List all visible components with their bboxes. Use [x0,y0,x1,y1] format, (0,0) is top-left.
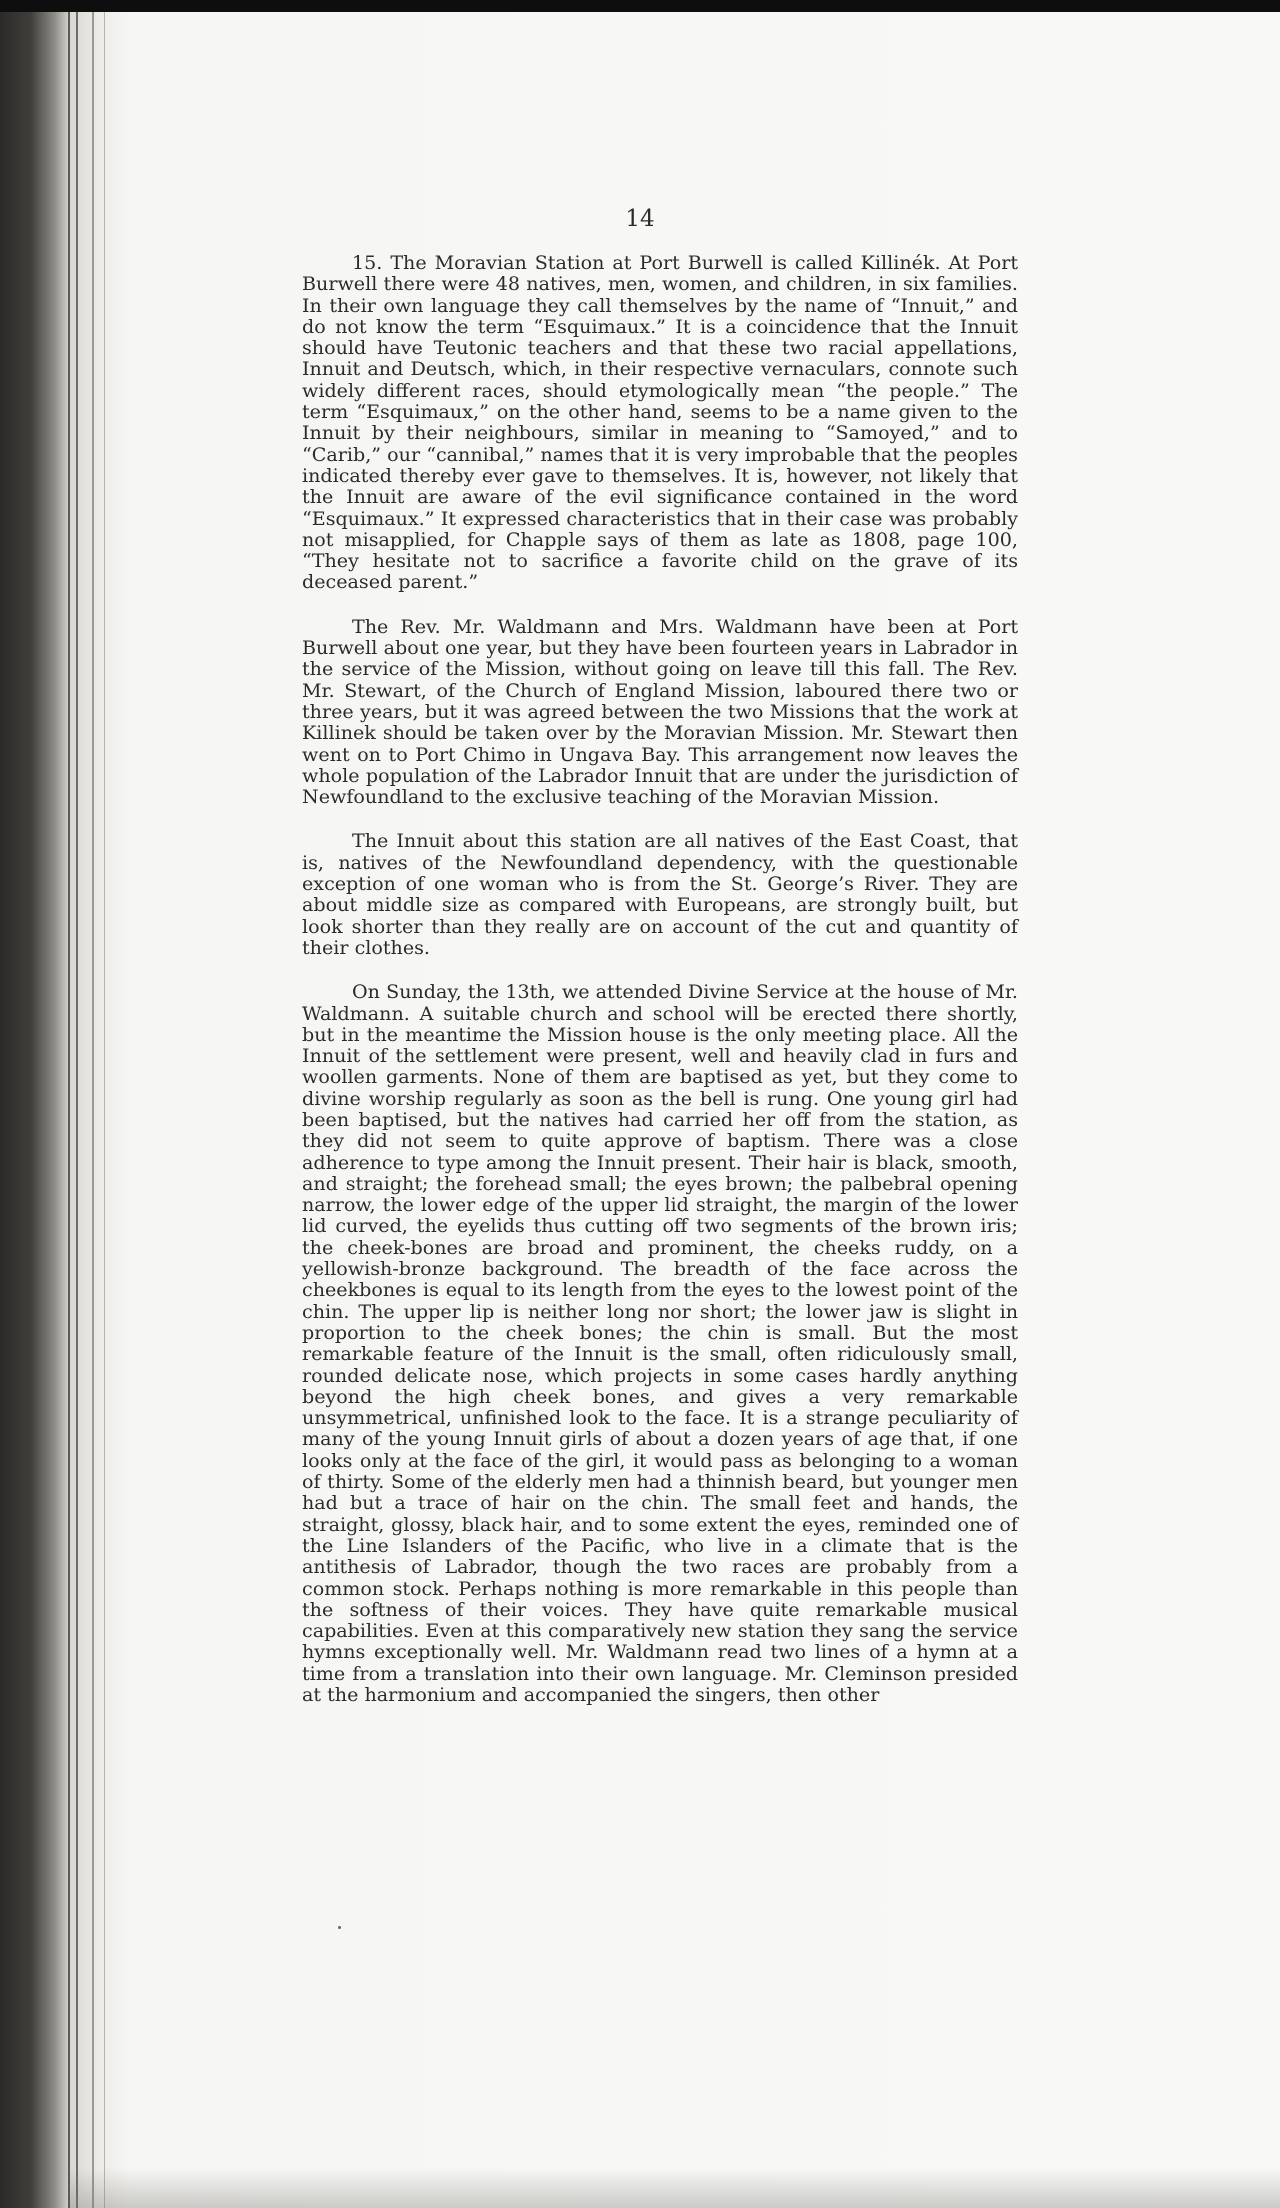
paragraph: 15. The Moravian Station at Port Burwell is called Killinék. At Port Burwell there were 48 natives, men, women, and children, in six families. In their own language they call themselves by the name of “Innuit,” and do not know the term “Esquimaux.” It is a coincidence that the Innuit should have Teutonic teachers and that these two racial appellations, Innuit and Deutsch, which, in their respective vernaculars, connote such widely different races, should etymologically mean “the people.” The term “Esquimaux,” on the other hand, seems to be a name given to the Innuit by their neighbours, similar in meaning to “Samoyed,” and to “Carib,” our “cannibal,” names that it is very improbable that the peoples indicated thereby ever gave to themselves. It is, however, not likely that the Innuit are aware of the evil significance contained in the word “Esquimaux.” It expressed characteristics that in their case was probably not misapplied, for Chapple says of them as late as 1808, page 100, “They hesitate not to sacrifice a favorite child on the grave of its deceased parent.” [302,251,1018,594]
paragraph: The Innuit about this station are all natives of the East Coast, that is, natives of the Newfoundland dependency, with the questionable exception of one woman who is from the St. George’s River. They are about middle size as compared with Europeans, are strongly built, but look shorter than they really are on account of the cut and quantity of their clothes. [302,829,1018,959]
page-edge-line [92,12,94,2208]
page-edge-line [104,12,105,2208]
paragraph: On Sunday, the 13th, we attended Divine Service at the house of Mr. Waldmann. A suitable church and school will be erected there shortly, but in the meantime the Mission house is the only meeting place. All the Innuit of the settlement were present, well and heavily clad in furs and woollen garments. None of them are baptised as yet, but they come to divine worship regularly as soon as the bell is rung. One young girl had been baptised, but the natives had carried her off from the station, as they did not seem to quite approve of baptism. There was a close adherence to type among the Innuit present. Their hair is black, smooth, and straight; the forehead small; the eyes brown; the palbebral opening narrow, the lower edge of the upper lid straight, the margin of the lower lid curved, the eyelids thus cutting off two segments of the brown iris; the cheek-bones are broad and prominent, the cheeks ruddy, on a yellowish-bronze background. The breadth of the face across the cheekbones is equal to its length from the eyes to the lowest point of the chin. The upper lip is neither long nor short; the lower jaw is slight in proportion to the cheek bones; the chin is small. But the most remarkable feature of the Innuit is the small, often ridiculously small, rounded delicate nose, which projects in some cases hardly anything beyond the high cheek bones, and gives a very remarkable unsymmetrical, unfinished look to the face. It is a strange peculiarity of many of the young Innuit girls of about a dozen years of age that, if one looks only at the face of the girl, it would pass as belonging to a woman of thirty. Some of the elderly men had a thinnish beard, but younger men had but a trace of hair on the chin. The small feet and hands, the straight, glossy, black hair, and to some extent the eyes, reminded one of the Line Islanders of the Pacific, who live in a climate that is the antithesis of Labrador, though the two races are probably from a common stock. Perhaps nothing is more remarkable in this people than the softness of their voices. They have quite remarkable musical capabilities. Even at this comparatively new station they sang the service hymns exceptionally well. Mr. Waldmann read two lines of a hymn at a time from a translation into their own language. Mr. Cleminson presided at the harmonium and accompanied the singers, then other [302,980,1018,1706]
body-text [302,252,1018,1705]
paragraph: The Rev. Mr. Waldmann and Mrs. Waldmann have been at Port Burwell about one year, but they have been fourteen years in Labrador in the service of the Mission, without going on leave till this fall. The Rev. Mr. Stewart, of the Church of England Mission, laboured there two or three years, but it was agreed between the two Missions that the work at Killinek should be taken over by the Moravian Mission. Mr. Stewart then went on to Port Chimo in Ungava Bay. This arrangement now leaves the whole population of the Labrador Innuit that are under the jurisdiction of Newfoundland to the exclusive teaching of the Moravian Mission. [302,614,1018,809]
page-number: 14 [625,206,655,232]
book-spine-edge [0,12,68,2208]
page-edge-line [76,12,78,2208]
scan-top-border [0,0,1280,12]
page-bottom-shadow [70,2168,1280,2208]
ink-speck [338,1926,341,1929]
